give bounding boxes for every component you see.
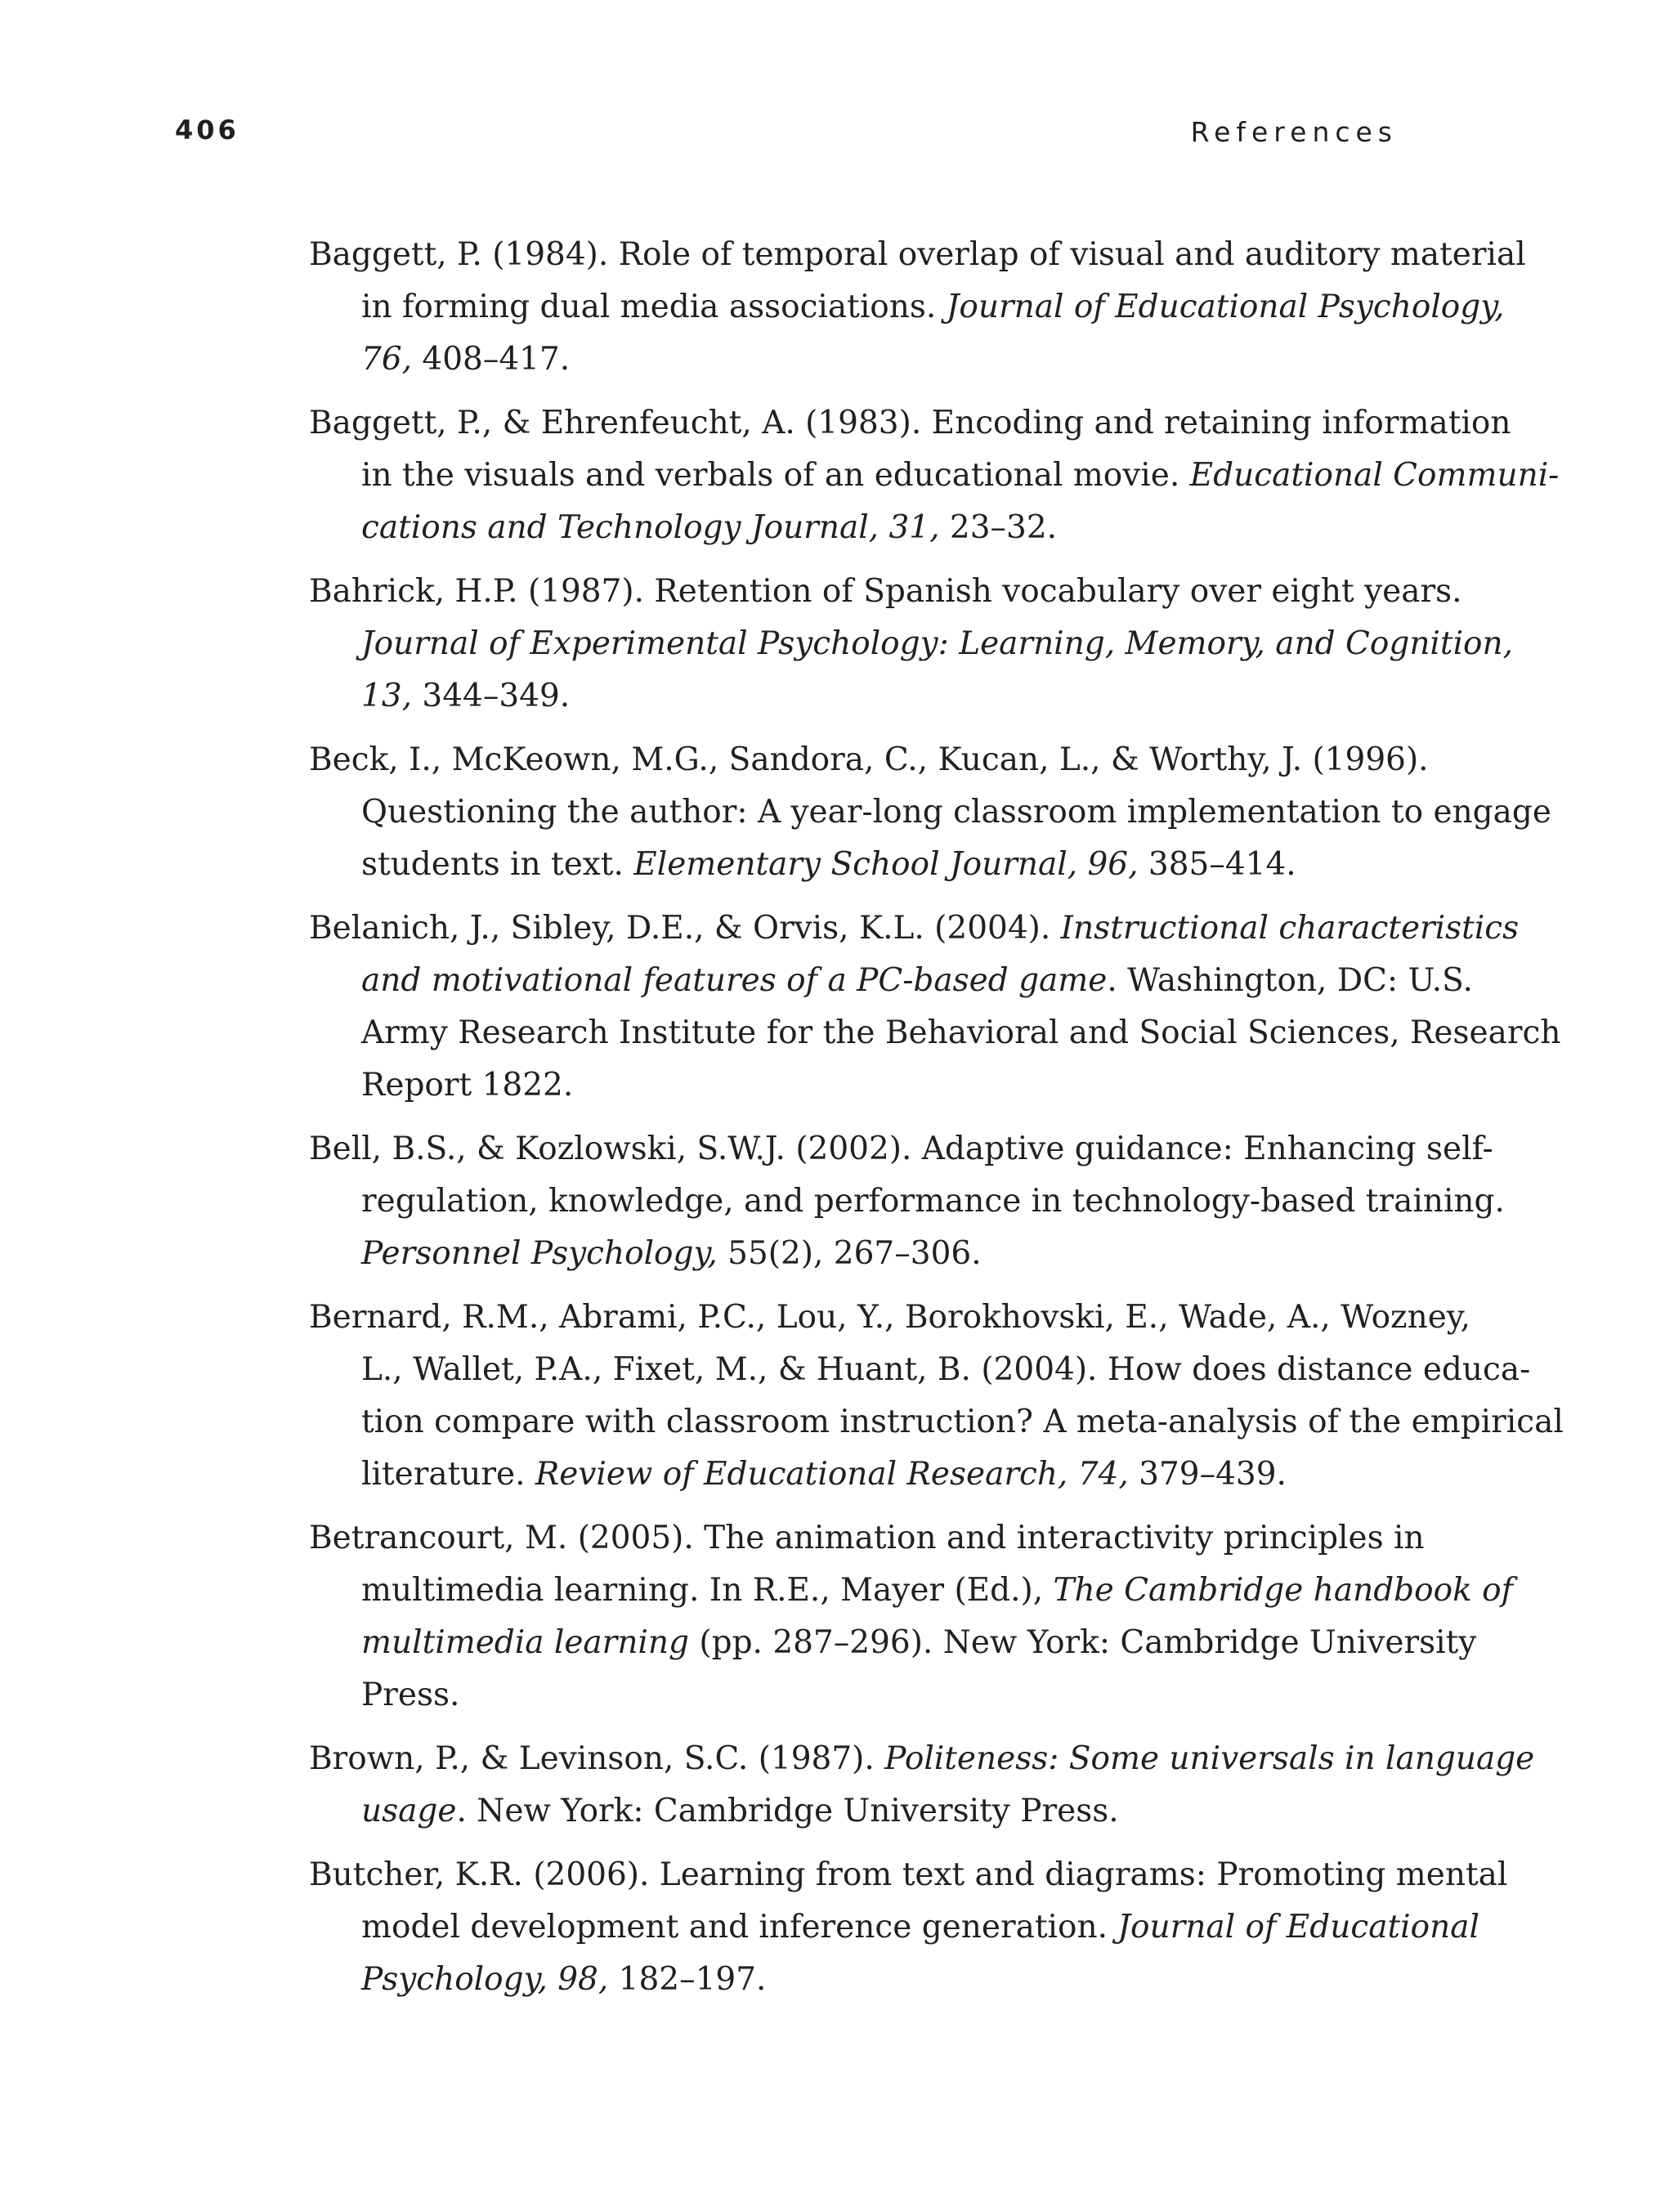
reference-line: [361, 1449, 1390, 1501]
reference-entry: [309, 1512, 1514, 1722]
reference-line: [361, 955, 1473, 1007]
reference-line: [361, 1617, 1477, 1669]
reference-segment: 408–417.: [412, 341, 571, 378]
reference-italic-segment: 76,: [361, 341, 413, 378]
reference-segment: Report 1822.: [361, 1067, 574, 1104]
reference-segment: tion compare with classroom instruction? A meta-analysis of the empirical: [361, 1404, 1564, 1440]
reference-italic-segment: cations and Technology Journal, 31,: [361, 509, 940, 546]
reference-line: [309, 1512, 1425, 1565]
reference-entry: [309, 1292, 1564, 1501]
reference-line: [361, 1954, 1390, 2006]
reference-segment: 385–414.: [1138, 846, 1296, 883]
reference-line: [361, 1669, 1390, 1722]
reference-entry: [309, 1733, 1535, 1838]
reference-line: [361, 618, 1514, 670]
reference-line: [361, 1396, 1564, 1449]
reference-segment: 344–349.: [412, 678, 571, 714]
reference-segment: students in text.: [361, 846, 634, 883]
reference-line: [361, 1175, 1505, 1228]
reference-italic-segment: Personnel Psychology,: [361, 1235, 718, 1272]
reference-line: [361, 1565, 1514, 1617]
reference-line: [309, 734, 1429, 786]
running-head: References: [1190, 116, 1398, 148]
reference-segment: 55(2), 267–306.: [717, 1235, 982, 1272]
reference-segment: . New York: Cambridge University Press.: [456, 1793, 1119, 1829]
reference-segment: Press.: [361, 1677, 460, 1713]
reference-segment: 23–32.: [939, 509, 1058, 546]
reference-segment: Belanich, J., Sibley, D.E., & Orvis, K.L. (2004).: [309, 910, 1061, 947]
reference-line: [361, 450, 1560, 502]
reference-line: [309, 229, 1526, 281]
reference-segment: 182–197.: [608, 1961, 767, 1998]
reference-segment: 379–439.: [1128, 1456, 1287, 1493]
reference-line: [361, 1059, 1390, 1112]
reference-segment: model development and inference generation.: [361, 1909, 1118, 1946]
reference-line: [361, 670, 1390, 723]
reference-segment: Bahrick, H.P. (1987). Retention of Spanish vocabulary over eight years.: [309, 573, 1462, 610]
reference-italic-segment: multimedia learning: [361, 1624, 689, 1661]
reference-line: [309, 1733, 1535, 1785]
reference-line: [361, 502, 1390, 554]
reference-line: [361, 1785, 1390, 1838]
reference-entry: [309, 229, 1526, 386]
reference-entry: [309, 902, 1561, 1112]
reference-italic-segment: Journal of Experimental Psychology: Learning, Memory, and Cognition,: [361, 625, 1514, 662]
reference-line: [361, 1901, 1479, 1954]
reference-segment: Bell, B.S., & Kozlowski, S.W.J. (2002). Adaptive guidance: Enhancing self-: [309, 1131, 1493, 1167]
reference-entry: [309, 1849, 1508, 2006]
reference-line: [309, 902, 1520, 955]
reference-segment: Questioning the author: A year-long classroom implementation to engage: [361, 794, 1551, 831]
reference-line: [361, 1007, 1561, 1059]
reference-line: [361, 281, 1505, 334]
reference-segment: Baggett, P. (1984). Role of temporal overlap of visual and auditory material: [309, 236, 1526, 273]
reference-segment: literature.: [361, 1456, 535, 1493]
reference-line: [361, 1228, 1390, 1280]
reference-italic-segment: Psychology, 98,: [361, 1961, 609, 1998]
reference-segment: in forming dual media associations.: [361, 289, 947, 325]
reference-line: [309, 1123, 1493, 1175]
reference-italic-segment: Instructional characteristics: [1060, 910, 1520, 947]
reference-segment: Army Research Institute for the Behavioral and Social Sciences, Research: [361, 1014, 1561, 1051]
reference-segment: Beck, I., McKeown, M.G., Sandora, C., Kucan, L., & Worthy, J. (1996).: [309, 741, 1429, 778]
reference-entry: [309, 566, 1514, 723]
reference-line: [309, 397, 1511, 450]
reference-line: [361, 786, 1551, 839]
reference-italic-segment: Journal of Educational Psychology,: [946, 289, 1505, 325]
page-number: 406: [175, 114, 239, 146]
reference-italic-segment: 13,: [361, 678, 413, 714]
reference-line: [361, 1344, 1531, 1396]
reference-line: [361, 334, 1390, 386]
reference-segment: Brown, P., & Levinson, S.C. (1987).: [309, 1740, 885, 1777]
reference-italic-segment: Journal of Educational: [1117, 1909, 1479, 1946]
reference-line: [309, 1292, 1471, 1344]
reference-italic-segment: Educational Communi-: [1189, 457, 1560, 494]
reference-italic-segment: Review of Educational Research, 74,: [535, 1456, 1129, 1493]
reference-segment: regulation, knowledge, and performance in technology-based training.: [361, 1183, 1505, 1220]
reference-list: [309, 229, 1564, 2017]
reference-entry: [309, 1123, 1505, 1280]
reference-line: [309, 566, 1462, 618]
reference-entry: [309, 397, 1560, 554]
reference-segment: in the visuals and verbals of an educational movie.: [361, 457, 1190, 494]
reference-italic-segment: Elementary School Journal, 96,: [633, 846, 1139, 883]
reference-segment: multimedia learning. In R.E., Mayer (Ed.),: [361, 1572, 1054, 1609]
reference-segment: Butcher, K.R. (2006). Learning from text and diagrams: Promoting mental: [309, 1856, 1508, 1893]
reference-segment: Baggett, P., & Ehrenfeucht, A. (1983). Encoding and retaining information: [309, 405, 1511, 441]
reference-italic-segment: The Cambridge handbook of: [1053, 1572, 1514, 1609]
reference-italic-segment: and motivational features of a PC-based game: [361, 962, 1108, 999]
reference-segment: . Washington, DC: U.S.: [1107, 962, 1473, 999]
reference-line: [309, 1849, 1508, 1901]
reference-segment: (pp. 287–296). New York: Cambridge University: [689, 1624, 1477, 1661]
reference-line: [361, 839, 1390, 891]
reference-entry: [309, 734, 1551, 891]
reference-italic-segment: usage: [361, 1793, 457, 1829]
reference-italic-segment: Politeness: Some universals in language: [884, 1740, 1535, 1777]
reference-segment: Betrancourt, M. (2005). The animation and interactivity principles in: [309, 1520, 1425, 1556]
reference-segment: L., Wallet, P.A., Fixet, M., & Huant, B. (2004). How does distance educa-: [361, 1351, 1531, 1388]
reference-segment: Bernard, R.M., Abrami, P.C., Lou, Y., Borokhovski, E., Wade, A., Wozney,: [309, 1299, 1471, 1336]
